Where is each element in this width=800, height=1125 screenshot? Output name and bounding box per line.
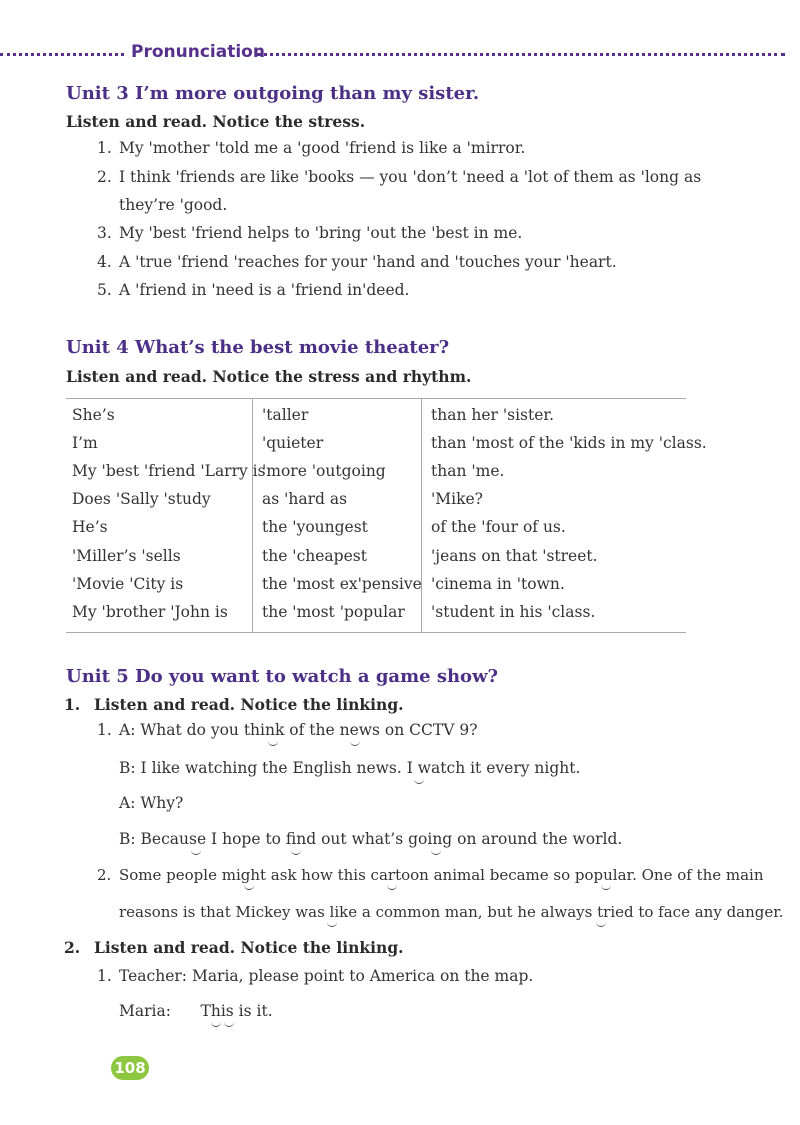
item-text: A 'true 'friend 'reaches for your 'hand and 'touches your 'heart.	[119, 253, 617, 271]
section-instruction: Listen and read. Notice the linking.	[94, 695, 404, 714]
table-cell: My 'best 'friend 'Larry is	[72, 462, 266, 480]
unit5-title: Unit 5 Do you want to watch a game show?	[66, 666, 499, 687]
linking-mark	[244, 884, 254, 890]
linking-mark	[224, 1021, 234, 1027]
table-cell: as 'hard as	[262, 490, 348, 508]
table-cell: than her 'sister.	[431, 406, 555, 424]
line-text: B: Because I hope to find out what’s going on around the world.	[119, 830, 623, 848]
dialogue-line	[119, 830, 622, 848]
unit3-item	[97, 224, 522, 242]
table-cell: I’m	[72, 434, 98, 452]
unit4-title: Unit 4 What’s the best movie theater?	[66, 337, 450, 358]
section-title: Pronunciation	[131, 42, 265, 62]
linking-mark	[414, 778, 424, 784]
table-cell: Does 'Sally 'study	[72, 490, 211, 508]
item-text: A 'friend in 'need is a 'friend in'deed.	[119, 281, 410, 299]
header-dots-right	[257, 53, 785, 56]
linking-mark	[327, 921, 337, 927]
item-number: 1.	[97, 139, 112, 157]
linking-mark	[291, 849, 301, 855]
item-text: I think 'friends are like 'books — you 'don’t 'need a 'lot of them as 'long as	[119, 168, 702, 186]
line-text: A: Why?	[119, 794, 184, 812]
line-text: Some people might ask how this cartoon animal became so popular. One of the main	[119, 866, 764, 884]
item-number: 2.	[97, 866, 112, 884]
item-text: they’re 'good.	[119, 196, 228, 214]
item-number: 2.	[97, 168, 112, 186]
dialogue-line	[119, 1002, 273, 1020]
unit3-item	[97, 196, 227, 214]
section-header	[0, 42, 800, 68]
line-text: reasons is that Mickey was like a common man, but he always tried to face any danger.	[119, 903, 784, 921]
header-dots-left	[0, 53, 124, 56]
table-cell: 'more 'outgoing	[262, 462, 386, 480]
item-number: 3.	[97, 224, 112, 242]
linking-mark	[431, 849, 441, 855]
table-top-rule	[66, 398, 686, 399]
linking-mark	[350, 740, 360, 746]
line-text: Teacher: Maria, please point to America on the map.	[119, 967, 534, 985]
table-cell: 'Mike?	[431, 490, 483, 508]
page-number-badge: 108	[111, 1056, 149, 1080]
section-number: 1.	[64, 695, 81, 714]
linking-mark	[211, 1021, 221, 1027]
linking-mark	[601, 884, 611, 890]
unit3-title: Unit 3 I’m more outgoing than my sister.	[66, 83, 480, 104]
unit5-section1-heading	[64, 695, 404, 714]
line-text: A: What do you think of the news on CCTV 9?	[119, 721, 478, 739]
linking-mark	[191, 849, 201, 855]
table-cell: 'student in his 'class.	[431, 603, 596, 621]
table-cell: 'Miller’s 'sells	[72, 547, 181, 565]
unit3-item	[97, 253, 617, 271]
line-text: Maria: This is it.	[119, 1002, 273, 1020]
table-cell: the 'cheapest	[262, 547, 367, 565]
table-cell: 'Movie 'City is	[72, 575, 184, 593]
dialogue-line	[97, 967, 533, 985]
unit3-item	[97, 139, 525, 157]
item-number: 5.	[97, 281, 112, 299]
section-instruction: Listen and read. Notice the linking.	[94, 938, 404, 957]
linking-mark	[596, 921, 606, 927]
table-cell: 'quieter	[262, 434, 324, 452]
item-text: My 'mother 'told me a 'good 'friend is like a 'mirror.	[119, 139, 526, 157]
linking-mark	[268, 740, 278, 746]
paragraph-line	[119, 903, 784, 921]
table-cell: 'jeans on that 'street.	[431, 547, 598, 565]
paragraph-line	[97, 866, 764, 884]
unit3-instruction: Listen and read. Notice the stress.	[66, 112, 366, 131]
table-divider	[252, 398, 253, 632]
dialogue-line	[119, 794, 183, 812]
table-cell: than 'me.	[431, 462, 505, 480]
item-text: My 'best 'friend helps to 'bring 'out the 'best in me.	[119, 224, 523, 242]
table-cell: 'cinema in 'town.	[431, 575, 565, 593]
item-number: 1.	[97, 967, 112, 985]
unit4-instruction: Listen and read. Notice the stress and rhythm.	[66, 367, 472, 386]
unit5-section2-heading	[64, 938, 404, 957]
item-number: 1.	[97, 721, 112, 739]
linking-mark	[387, 884, 397, 890]
table-divider	[421, 398, 422, 632]
table-cell: 'taller	[262, 406, 309, 424]
table-cell: She’s	[72, 406, 115, 424]
table-cell: My 'brother 'John is	[72, 603, 228, 621]
table-cell: of the 'four of us.	[431, 518, 566, 536]
dialogue-line	[119, 759, 580, 777]
section-number: 2.	[64, 938, 81, 957]
table-cell: He’s	[72, 518, 108, 536]
table-cell: than 'most of the 'kids in my 'class.	[431, 434, 707, 452]
table-cell: the 'most 'popular	[262, 603, 405, 621]
line-text: B: I like watching the English news. I watch it every night.	[119, 759, 581, 777]
unit3-item	[97, 281, 410, 299]
table-cell: the 'youngest	[262, 518, 368, 536]
dialogue-line	[97, 721, 478, 739]
table-cell: the 'most ex'pensive	[262, 575, 422, 593]
item-number: 4.	[97, 253, 112, 271]
unit3-item	[97, 168, 701, 186]
table-bottom-rule	[66, 632, 686, 633]
